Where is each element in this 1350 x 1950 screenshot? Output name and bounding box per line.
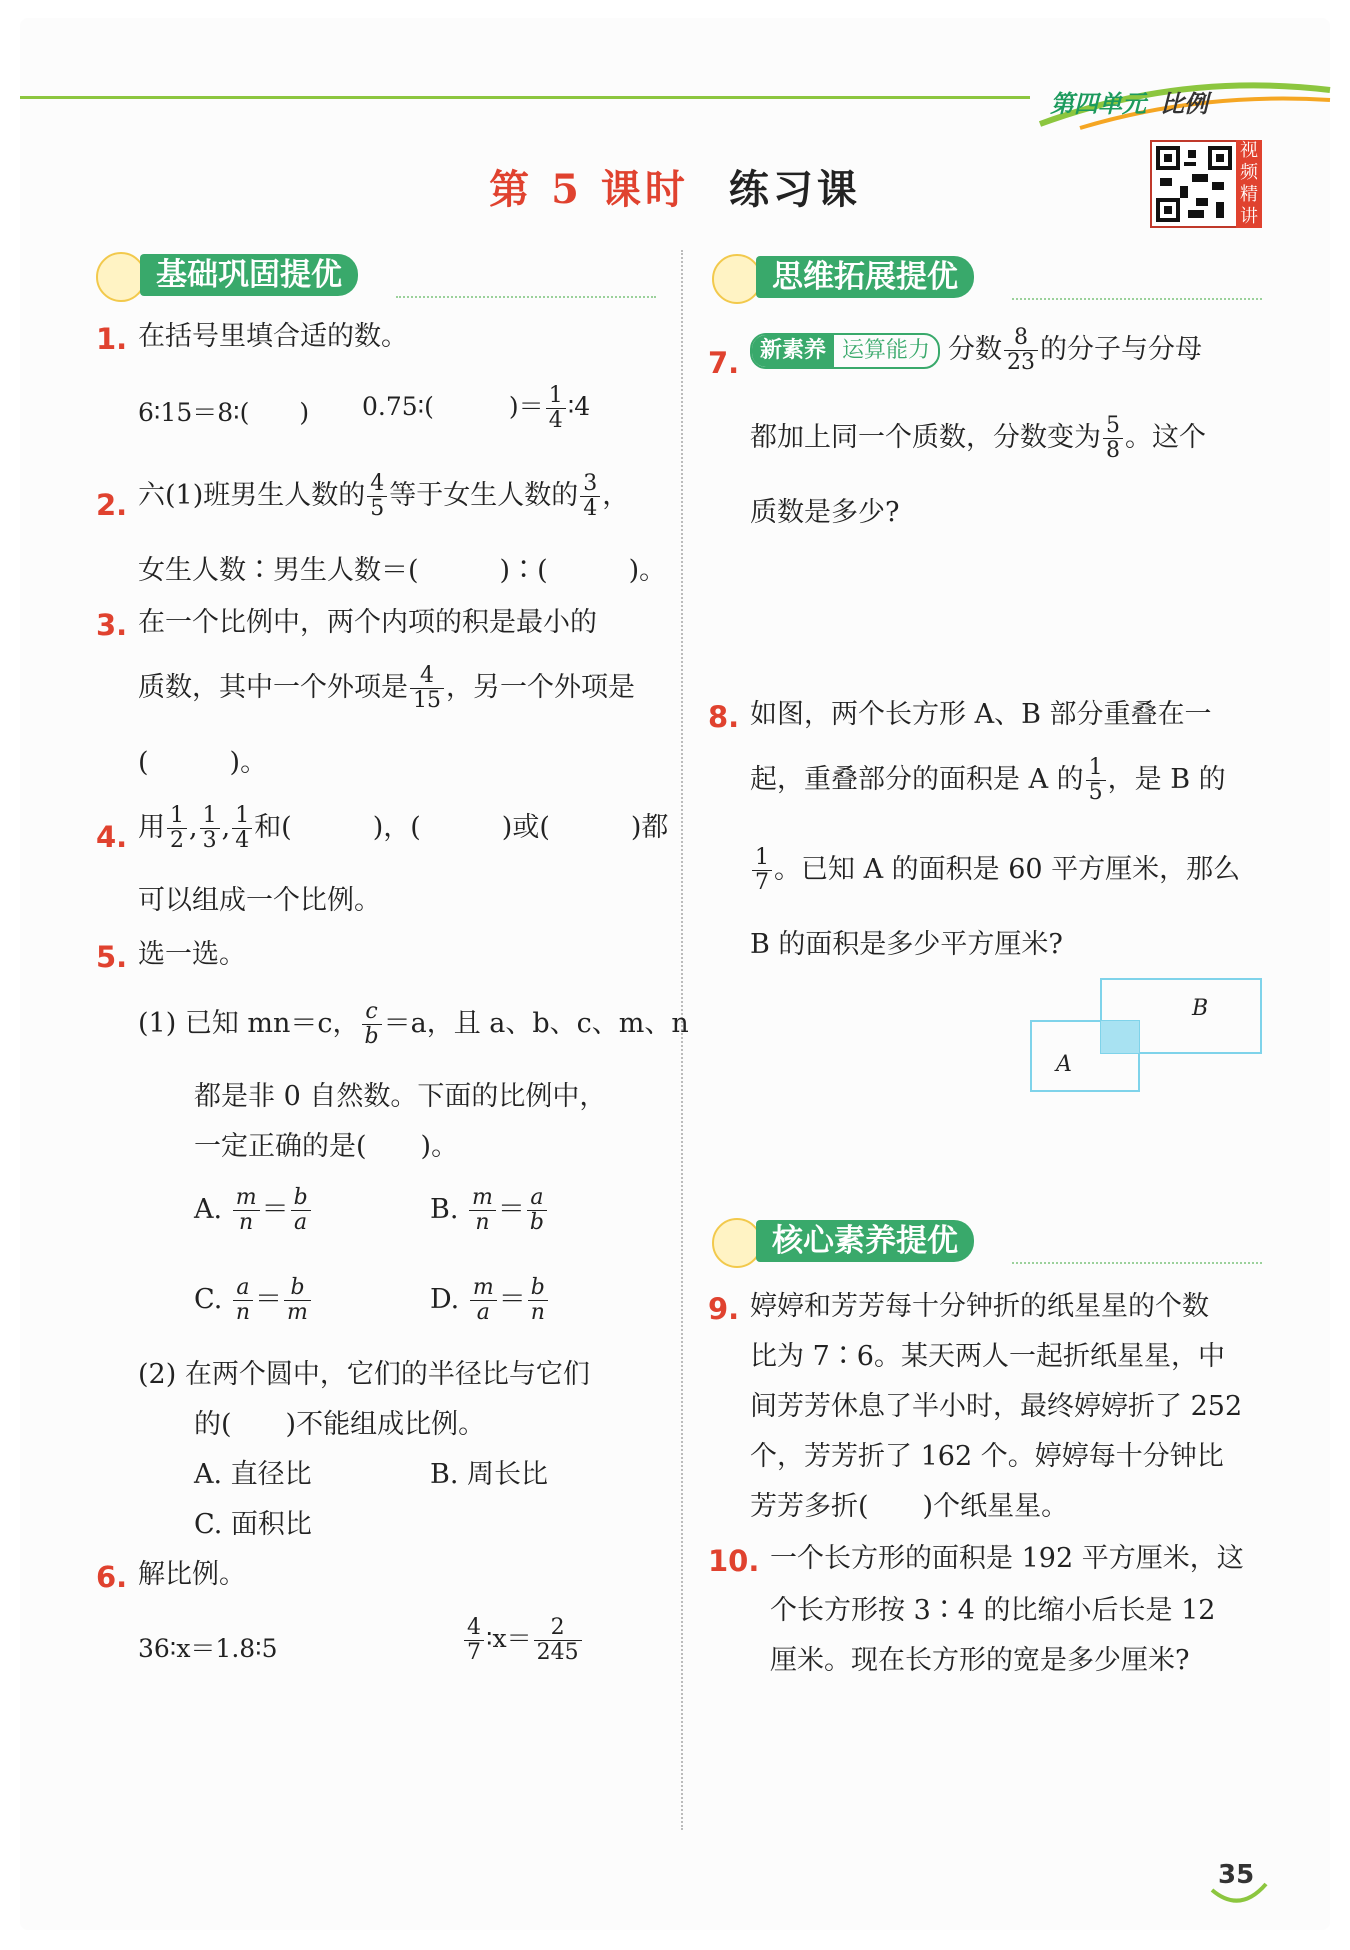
denominator: 15 — [413, 688, 441, 713]
denominator: 245 — [536, 1640, 579, 1665]
option-label: B. — [430, 1194, 459, 1225]
question-6-text: 解比例。 — [138, 1559, 246, 1590]
equation-text: ∶4 — [567, 392, 591, 421]
numerator: m — [469, 1186, 496, 1211]
fraction — [232, 804, 252, 853]
overlap-diagram — [1030, 978, 1270, 1096]
denominator: 2 — [170, 828, 184, 853]
question-text: 等于女生人数的 — [389, 480, 579, 511]
denominator: 7 — [755, 870, 769, 895]
equation-1: 36∶x＝1.8∶5 — [138, 1634, 278, 1663]
question-4-line-1: 用 $\frac{1}{2}$ , $\frac{1}{3}$ , $\frac{1}{4}$ 和( )，( )或( )都 — [138, 803, 669, 853]
numerator: 2 — [534, 1616, 582, 1641]
lesson-number: 第 5 课时 — [489, 166, 689, 213]
fraction — [470, 1276, 497, 1325]
question-5-part-1-line-2: 都是非 0 自然数。下面的比例中， — [194, 1081, 607, 1112]
numerator: a — [527, 1186, 547, 1211]
numerator: c — [362, 1000, 382, 1025]
numerator: 8 — [1004, 326, 1038, 351]
question-text: 质数，其中一个外项是 — [138, 672, 408, 703]
fraction — [469, 1186, 496, 1235]
question-3-line-3: ( )。 — [138, 747, 268, 778]
page-number: 35 — [1218, 1860, 1255, 1890]
lesson-name: 练习课 — [728, 166, 861, 213]
denominator: a — [476, 1300, 490, 1325]
fraction — [367, 472, 387, 521]
section-rule — [396, 296, 656, 298]
section-title: 思维拓展提优 — [756, 256, 974, 298]
numerator: a — [233, 1276, 253, 1301]
question-text: 用 — [138, 812, 165, 843]
denominator: n — [239, 1210, 254, 1235]
section-title: 核心素养提优 — [756, 1220, 974, 1262]
question-text: ， — [602, 480, 630, 511]
question-text: 和( )，( )或( )都 — [254, 812, 669, 843]
label-a: A — [1056, 1052, 1072, 1077]
question-text: ，另一个外项是 — [446, 672, 635, 703]
numerator: b — [284, 1276, 311, 1301]
fraction — [580, 472, 600, 521]
denominator: 4 — [583, 496, 598, 521]
page-title — [0, 158, 1350, 215]
option-c[interactable]: C. $\frac{a}{n}$ ＝ $\frac{b}{m}$ — [194, 1276, 313, 1325]
question-number: 5. — [96, 940, 128, 974]
fraction — [534, 1616, 582, 1665]
question-2-line-2: 女生人数∶男生人数＝( )∶( )。 — [138, 555, 667, 586]
question-1-part-b — [362, 384, 590, 433]
fraction — [1086, 756, 1106, 805]
question-text: 都加上同一个质数，分数变为 — [750, 422, 1101, 453]
question-number: 7. — [708, 346, 740, 380]
numerator: 1 — [546, 384, 566, 409]
numerator: 5 — [1103, 414, 1123, 439]
numerator: 4 — [410, 664, 444, 689]
equation-text: ∶x＝ — [486, 1624, 532, 1653]
option-c[interactable]: C. 面积比 — [194, 1509, 312, 1540]
question-text: ，是 B 的 — [1107, 764, 1226, 795]
question-text: (1) 已知 mn＝c， — [138, 1008, 360, 1039]
fraction — [410, 664, 444, 713]
fraction — [1004, 326, 1038, 375]
question-text: 。已知 A 的面积是 60 平方厘米，那么 — [774, 854, 1241, 885]
question-text: ＝a，且 a、b、c、m、n — [383, 1008, 689, 1039]
question-text: 六(1)班男生人数的 — [138, 480, 366, 511]
question-number: 9. — [708, 1292, 740, 1326]
question-5-part-2-line-2: 的( )不能组成比例。 — [194, 1409, 486, 1440]
numerator: 1 — [232, 804, 252, 829]
question-text: 的分子与分母 — [1040, 334, 1203, 365]
question-number: 10. — [708, 1544, 760, 1578]
trophy-icon — [712, 1218, 762, 1268]
question-1-text: 在括号里填合适的数。 — [138, 321, 408, 352]
question-number: 4. — [96, 820, 128, 854]
denominator: 7 — [467, 1640, 481, 1665]
question-9-line-4: 个，芳芳折了 162 个。婷婷每十分钟比 — [750, 1441, 1224, 1472]
numerator: 1 — [1086, 756, 1106, 781]
question-4-line-2: 可以组成一个比例。 — [138, 885, 381, 916]
question-5-part-2-line-1: (2) 在两个圆中，它们的半径比与它们 — [138, 1359, 590, 1390]
question-7-line-1 — [750, 326, 1202, 375]
question-text: 分数 — [948, 334, 1003, 365]
unit-label: 第四单元 — [1050, 90, 1146, 118]
denominator: m — [287, 1300, 308, 1325]
denominator: b — [364, 1024, 379, 1049]
fraction — [284, 1276, 311, 1325]
fraction — [233, 1186, 260, 1235]
question-10-line-1: 一个长方形的面积是 192 平方厘米，这 — [770, 1543, 1244, 1574]
question-8-line-4: B 的面积是多少平方厘米? — [750, 929, 1063, 960]
option-a[interactable]: A. 直径比 — [194, 1459, 312, 1490]
numerator: 1 — [200, 804, 220, 829]
numerator: 1 — [167, 804, 187, 829]
question-7-line-2 — [750, 414, 1206, 463]
question-10-line-3: 厘米。现在长方形的宽是多少厘米? — [770, 1645, 1190, 1676]
question-number: 8. — [708, 700, 740, 734]
fraction — [752, 846, 772, 895]
question-number: 6. — [96, 1560, 128, 1594]
question-2-line-1 — [138, 472, 629, 521]
question-text: 起，重叠部分的面积是 A 的 — [750, 764, 1084, 795]
question-8-line-3 — [750, 846, 1240, 895]
option-b[interactable]: B. 周长比 — [430, 1459, 549, 1490]
denominator: 4 — [235, 828, 250, 853]
numerator: 1 — [752, 846, 772, 871]
denominator: 23 — [1007, 350, 1036, 375]
denominator: b — [529, 1210, 544, 1235]
question-9-line-1: 婷婷和芳芳每十分钟折的纸星星的个数 — [750, 1291, 1209, 1322]
denominator: n — [530, 1300, 545, 1325]
section-rule — [1012, 298, 1262, 300]
sprout-icon — [712, 254, 762, 304]
numerator: m — [233, 1186, 260, 1211]
label-b: B — [1192, 996, 1209, 1021]
denominator: a — [294, 1210, 308, 1235]
fraction — [200, 804, 220, 853]
numerator: m — [470, 1276, 497, 1301]
numerator: b — [528, 1276, 548, 1301]
option-label: D. — [430, 1284, 460, 1315]
fraction — [527, 1186, 547, 1235]
numerator: b — [291, 1186, 311, 1211]
numerator: 3 — [580, 472, 600, 497]
gear-leaf-icon — [96, 252, 146, 302]
equation-text: 0.75∶( )＝ — [362, 392, 544, 421]
question-9-line-5: 芳芳多折( )个纸星星。 — [750, 1491, 1069, 1522]
question-3-line-1: 在一个比例中，两个内项的积是最小的 — [138, 607, 597, 638]
denominator: 3 — [202, 828, 217, 853]
fraction — [167, 804, 187, 853]
fraction — [233, 1276, 253, 1325]
section-title: 基础巩固提优 — [140, 254, 358, 296]
question-number: 1. — [96, 322, 128, 356]
denominator: n — [475, 1210, 490, 1235]
question-7-line-3: 质数是多少? — [750, 497, 900, 528]
question-number: 2. — [96, 488, 128, 522]
question-8-line-1: 如图，两个长方形 A、B 部分重叠在一 — [750, 699, 1212, 730]
qr-code-icon[interactable] — [1150, 140, 1238, 228]
question-9-line-2: 比为 7∶6。某天两人一起折纸星星，中 — [750, 1341, 1225, 1372]
tag-skill: 运算能力 — [842, 337, 931, 363]
question-3-line-2 — [138, 664, 635, 713]
question-number: 3. — [96, 608, 128, 642]
fraction — [291, 1186, 311, 1235]
question-5-text: 选一选。 — [138, 939, 246, 970]
qr-video-tag: 视频精讲 — [1236, 140, 1262, 228]
fraction — [1103, 414, 1123, 463]
section-rule — [1012, 1262, 1262, 1264]
option-label: A. — [194, 1194, 223, 1225]
question-5-part-1-line-1 — [138, 1000, 689, 1049]
numerator: 4 — [464, 1616, 484, 1641]
option-b[interactable]: B. $\frac{m}{n}$ ＝ $\frac{a}{b}$ — [430, 1186, 549, 1235]
option-label: C. — [194, 1284, 223, 1315]
unit-topic: 比例 — [1160, 90, 1208, 118]
option-a[interactable]: A. $\frac{m}{n}$ ＝ $\frac{b}{a}$ — [194, 1186, 313, 1235]
fraction — [464, 1616, 484, 1665]
question-9-line-3: 间芳芳休息了半小时，最终婷婷折了 252 — [750, 1391, 1243, 1422]
question-text: 。这个 — [1125, 422, 1206, 453]
option-d[interactable]: D. $\frac{m}{a}$ ＝ $\frac{b}{n}$ — [430, 1276, 550, 1325]
unit-heading — [1050, 84, 1208, 119]
denominator: 5 — [370, 496, 385, 521]
denominator: 4 — [548, 408, 563, 433]
header-rule — [20, 96, 1030, 99]
tag-label: 新素养 — [752, 335, 834, 367]
fraction — [362, 1000, 382, 1049]
numerator: 4 — [367, 472, 387, 497]
question-1-part-a: 6∶15＝8∶( ) — [138, 398, 310, 427]
question-10-line-2: 个长方形按 3∶4 的比缩小后长是 12 — [770, 1595, 1216, 1626]
denominator: 8 — [1106, 438, 1120, 463]
equation-2 — [462, 1616, 584, 1665]
fraction — [546, 384, 566, 433]
overlap-region — [1101, 1021, 1139, 1053]
fraction — [528, 1276, 548, 1325]
denominator: 5 — [1088, 780, 1103, 805]
literacy-tag — [750, 333, 940, 369]
question-5-part-1-line-3: 一定正确的是( )。 — [194, 1131, 459, 1162]
question-8-line-2 — [750, 756, 1226, 805]
denominator: n — [235, 1300, 251, 1325]
